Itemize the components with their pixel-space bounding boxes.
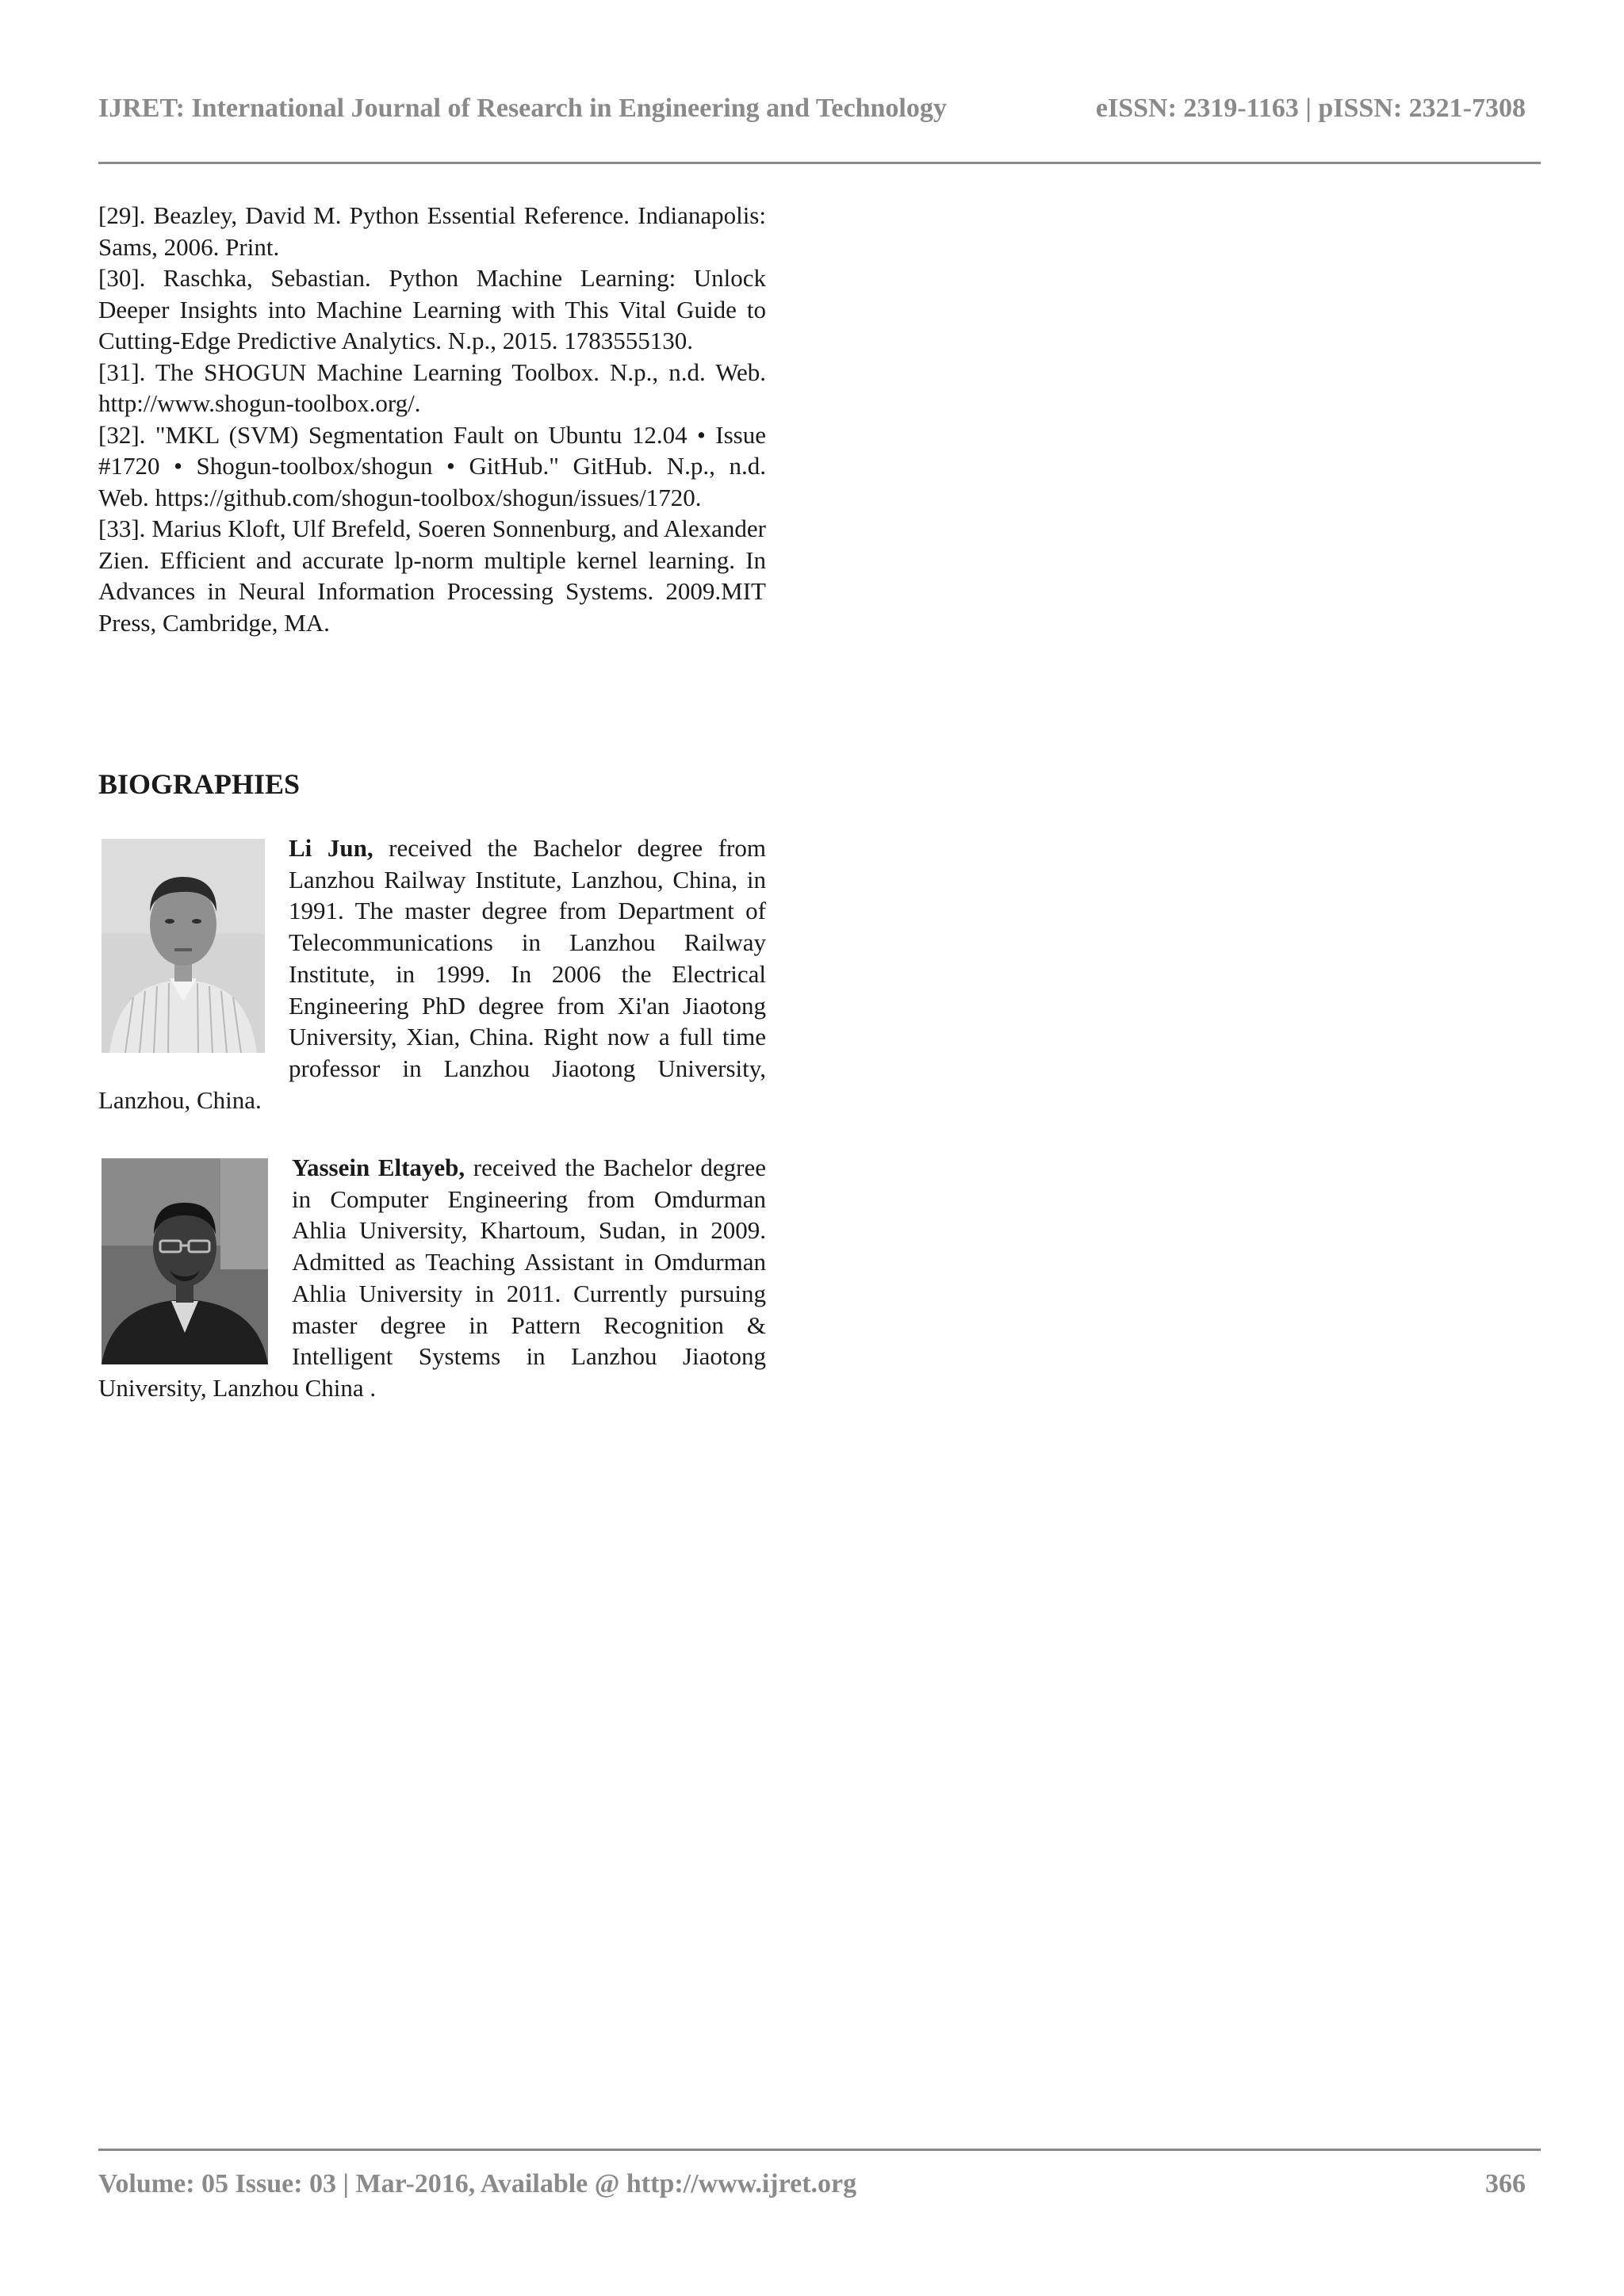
reference-30: [30]. Raschka, Sebastian. Python Machine Learning: Unlock Deeper Insights into Machine Learning with This Vital Guide to Cutting-Edge Predictive Analytics. N.p., 2015. 1783555130. bbox=[98, 264, 766, 354]
volume-info: Volume: 05 Issue: 03 | Mar-2016, Available @ http://www.ijret.org bbox=[98, 2169, 857, 2198]
author-name: Li Jun, bbox=[289, 834, 373, 862]
reference-list bbox=[98, 200, 766, 638]
author-bio-text: received the Bachelor degree from Lanzhou Railway Institute, Lanzhou, China, in 1991. The master degree from Department of Telecommunications in Lanzhou Railway Institute, in 1999. In 2006 the Electrical Engineering PhD degree from Xi'an Jiaotong University, Xian, China. Right now a full time professor in Lanzhou Jiaotong University, Lanzhou, China. bbox=[98, 834, 766, 1114]
portrait-image bbox=[102, 839, 265, 1053]
reference-32: [32]. "MKL (SVM) Segmentation Fault on Ubuntu 12.04 • Issue #1720 • Shogun-toolbox/shogun • GitHub." GitHub. N.p., n.d. Web. https://github.com/shogun-toolbox/shogun/issues/1720. bbox=[98, 420, 766, 511]
journal-title: IJRET: International Journal of Research in Engineering and Technology bbox=[98, 94, 947, 123]
author-photo-yassein-eltayeb bbox=[102, 1158, 268, 1364]
author-photo-li-jun bbox=[102, 839, 265, 1053]
page-footer bbox=[98, 2169, 1526, 2209]
header-divider bbox=[98, 162, 1541, 164]
author-name: Yassein Eltayeb, bbox=[292, 1154, 465, 1181]
page-number: 366 bbox=[1485, 2169, 1526, 2198]
footer-divider bbox=[98, 2149, 1541, 2151]
portrait-image bbox=[102, 1158, 268, 1364]
issn-numbers: eISSN: 2319-1163 | pISSN: 2321-7308 bbox=[1095, 94, 1526, 123]
page-header bbox=[98, 94, 1526, 141]
biography-yassein-eltayeb bbox=[98, 1152, 766, 1404]
reference-29: [29]. Beazley, David M. Python Essential Reference. Indianapolis: Sams, 2006. Print. bbox=[98, 201, 766, 261]
author-bio-text: received the Bachelor degree in Computer Engineering from Omdurman Ahlia University, Khartoum, Sudan, in 2009. Admitted as Teaching Assistant in Omdurman Ahlia University in 2011. Currently pursuing master degree in Pattern Recognition & Intelligent Systems in Lanzhou Jiaotong University, Lanzhou China . bbox=[98, 1154, 766, 1402]
reference-31: [31]. The SHOGUN Machine Learning Toolbox. N.p., n.d. Web. http://www.shogun-toolbox.org/. bbox=[98, 358, 766, 417]
reference-33: [33]. Marius Kloft, Ulf Brefeld, Soeren Sonnenburg, and Alexander Zien. Efficient and accurate lp-norm multiple kernel learning. In Advances in Neural Information Processing Systems. 2009.MIT Press, Cambridge, MA. bbox=[98, 515, 766, 637]
biography-li-jun bbox=[98, 832, 766, 1115]
biographies-heading: BIOGRAPHIES bbox=[98, 768, 301, 800]
